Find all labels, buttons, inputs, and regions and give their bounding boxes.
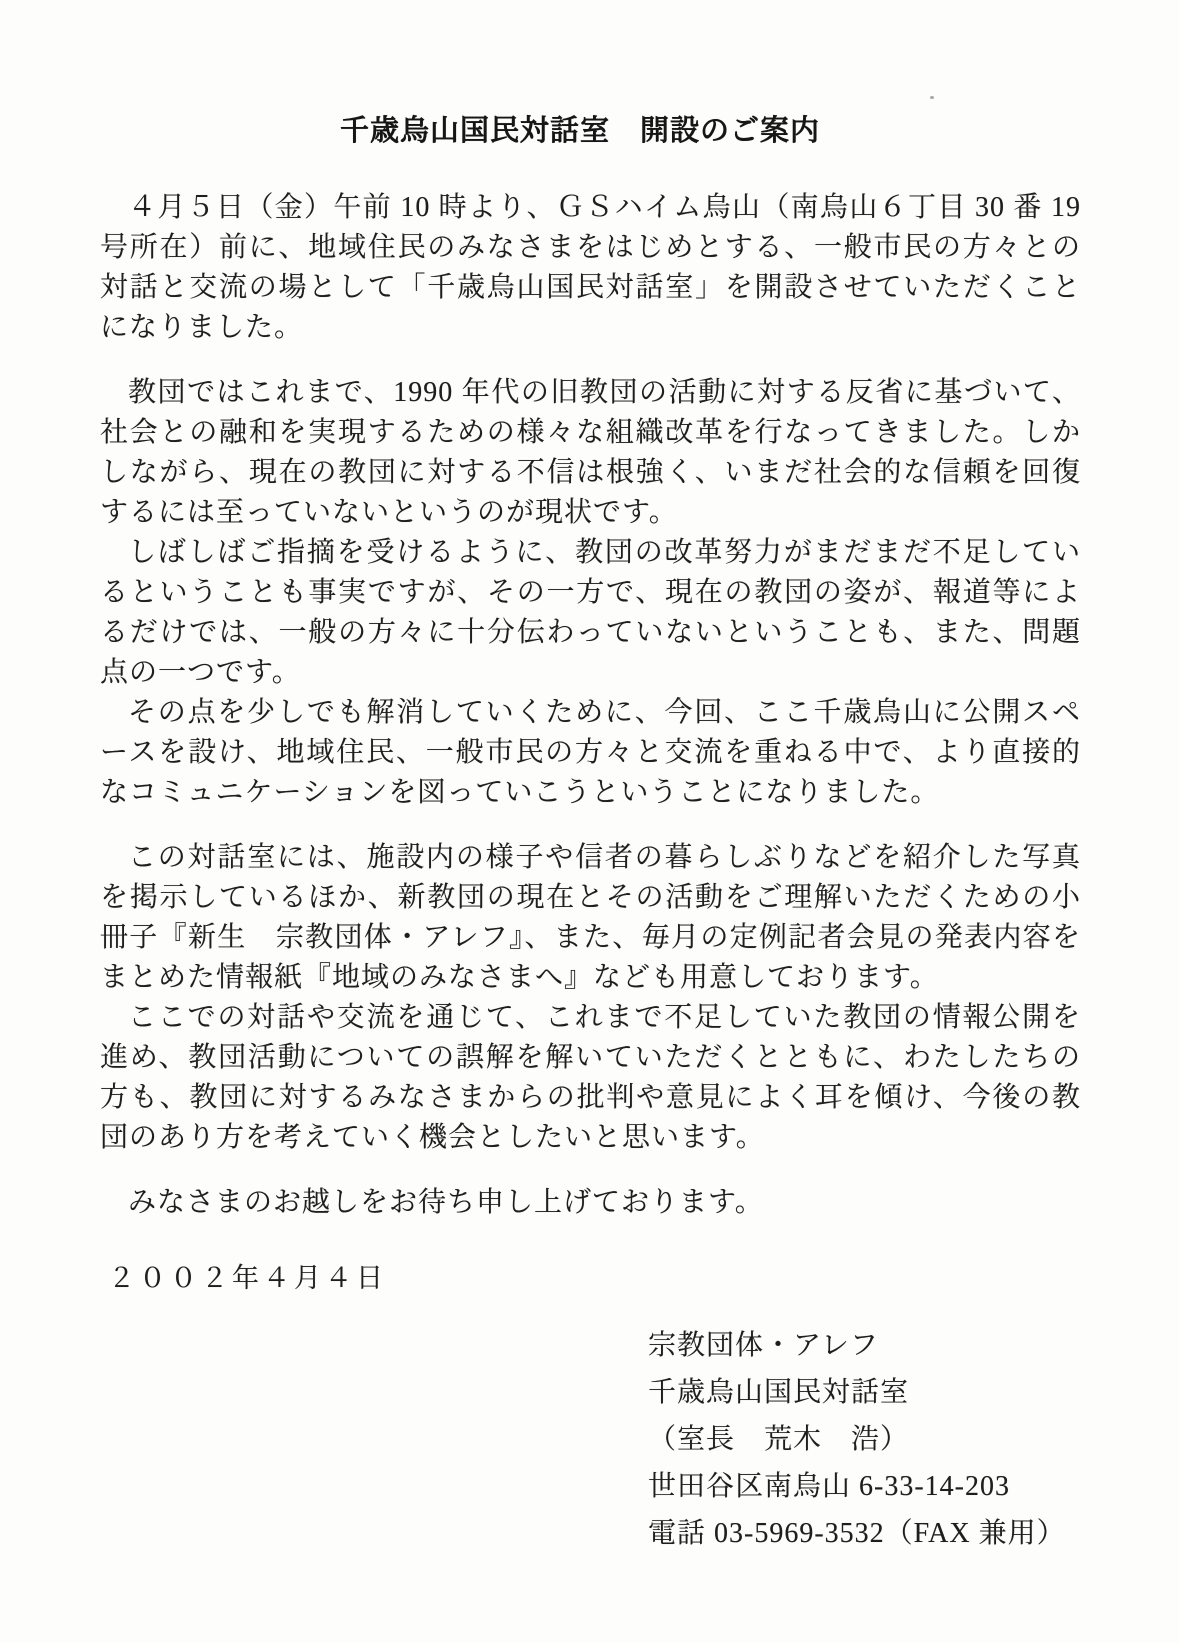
paragraph-dialogue-goals: ここでの対話や交流を通じて、これまで不足していた教団の情報公開を進め、教団活動についての誤解を解いていただくとともに、わたしたちの方も、教団に対するみなさまからの批判や意見によく耳を傾け、今後の教団のあり方を考えていく機会としたいと思います。 [100,1002,1081,1153]
paragraph-insufficient-reform: しばしばご指摘を受けるように、教団の改革努力がまだまだ不足しているということも事実ですが、その一方で、現在の教団の姿が、報道等によるだけでは、一般の方々に十分伝わっていないということも、また、問題点の一つです。 [100,537,1081,688]
date-line: ２００２年４月４日 [108,1263,387,1293]
paragraph-closing-invitation: みなさまのお越しをお待ち申し上げております。 [128,1187,764,1218]
signature-block [648,1322,1081,1557]
document-body [100,188,1081,1557]
paragraph-opening-announcement: ４月５日（金）午前 10 時より、ＧＳハイム烏山（南烏山６丁目 30 番 19 号所在）前に、地域住民のみなさまをはじめとする、一般市民の方々との対話と交流の場として「千歳烏山国民対話室」を開設させていただくことになりました。 [100,192,1081,343]
paragraph-open-space-purpose: その点を少しでも解消していくために、今回、ここ千歳烏山に公開スペースを設け、地域住民、一般市民の方々と交流を重ねる中で、より直接的なコミュニケーションを図っていこうということになりました。 [100,697,1081,808]
signature-organization: 宗教団体・アレフ [648,1330,879,1361]
signature-address: 世田谷区南烏山 6-33-14-203 [648,1471,1010,1502]
signature-phone: 電話 03-5969-3532（FAX 兼用） [648,1518,1066,1549]
document-title: 千歳烏山国民対話室 開設のご案内 [340,115,821,147]
signature-chief: （室長 荒木 浩） [648,1424,910,1455]
paragraph-reform-background: 教団ではこれまで、1990 年代の旧教団の活動に対する反省に基づいて、社会との融和を実現するための様々な組織改革を行なってきました。しかしながら、現在の教団に対する不信は根強く、いまだ社会的な信頼を回復するには至っていないというのが現状です。 [100,377,1081,528]
scan-artifact-dot [930,96,934,99]
signature-office: 千歳烏山国民対話室 [648,1377,910,1408]
paragraph-room-contents: この対話室には、施設内の様子や信者の暮らしぶりなどを紹介した写真を掲示しているほか、新教団の現在とその活動をご理解いただくための小冊子『新生 宗教団体・アレフ』、また、毎月の定例記者会見の発表内容をまとめた情報紙『地域のみなさまへ』なども用意しております。 [100,842,1081,993]
